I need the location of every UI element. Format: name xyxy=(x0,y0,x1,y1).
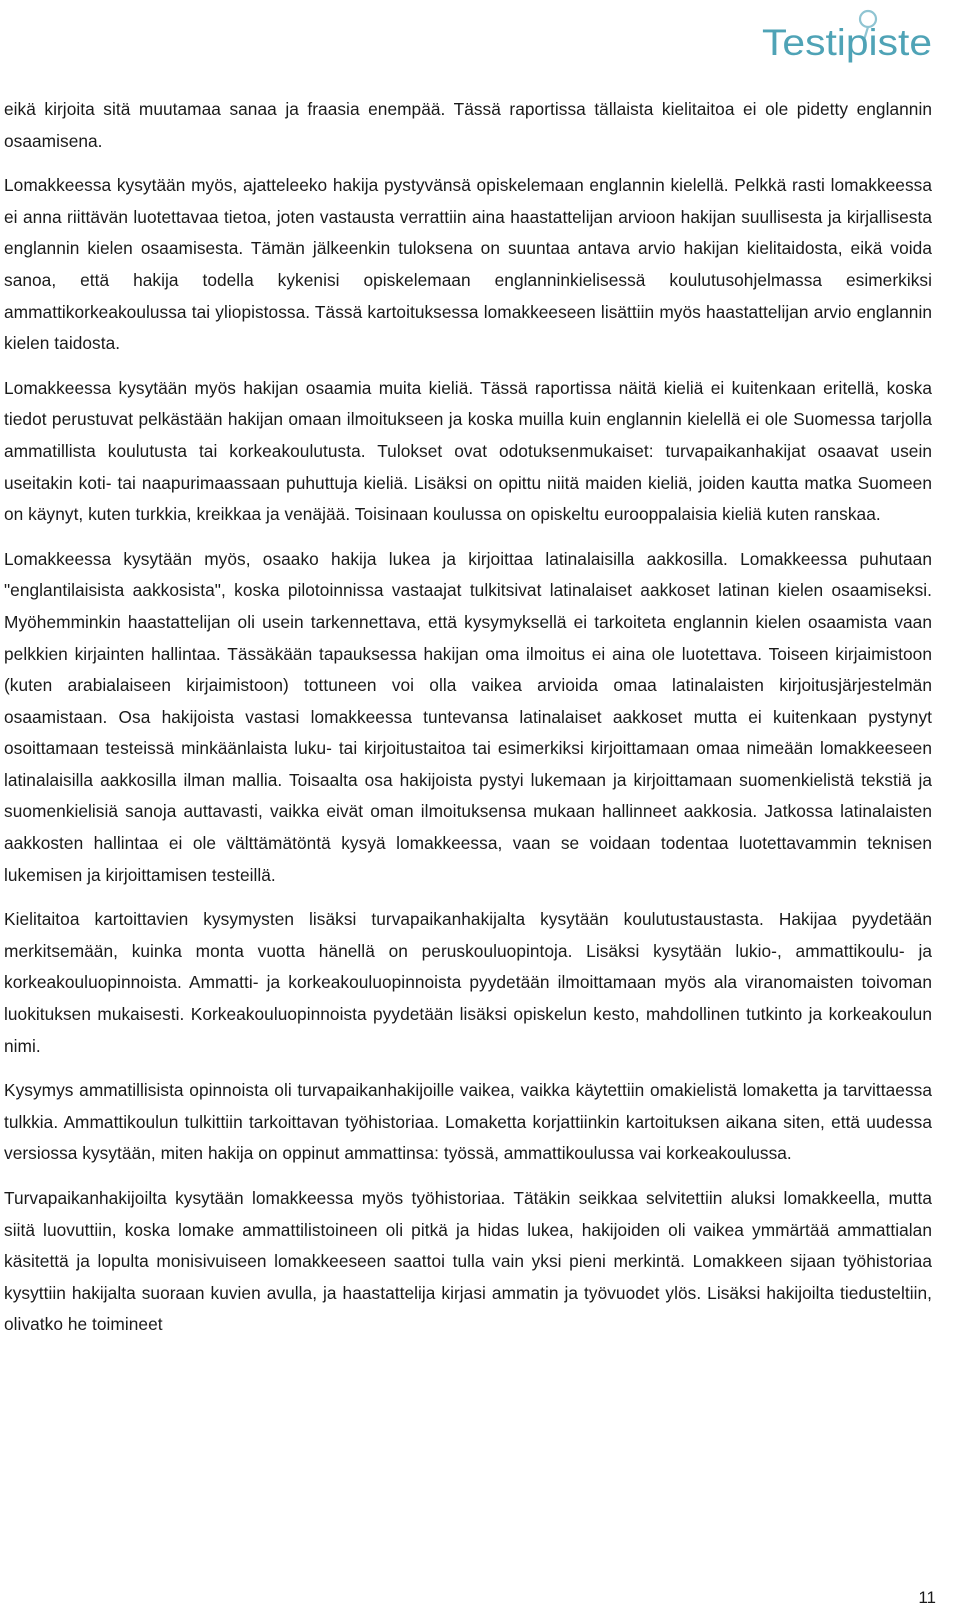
testipiste-logo xyxy=(760,6,936,70)
paragraph: Kysymys ammatillisista opinnoista oli turvapaikanhakijoille vaikea, vaikka käytettiin omakielistä lomaketta ja tarvittaessa tulkkia. Ammattikoulun tulkittiin tarkoittavan työhistoriaa. Lomaketta korjattiinkin kartoituksen aikana siten, että uudessa versiossa kysytään, miten hakija on oppinut ammattinsa: työssä, ammattikoulussa vai korkeakoulussa. xyxy=(4,1080,932,1164)
paragraph: eikä kirjoita sitä muutamaa sanaa ja fraasia enempää. Tässä raportissa tällaista kielitaitoa ei ole pidetty englannin osaamisena. xyxy=(4,99,932,151)
paragraph: Turvapaikanhakijoilta kysytään lomakkeessa myös työhistoriaa. Tätäkin seikkaa selvitettiin aluksi lomakkeella, mutta siitä luovuttiin, koska lomake ammattilistoineen oli pitkä ja hidas lukea, hakijoiden oli vaikea ymmärtää ammattialan käsitettä ja lopulta monisivuiseen lomakkeeseen saattoi tulla vain yksi pieni merkintä. Lomakkeen sijaan työhistoriaa kysyttiin hakijalta suoraan kuvien avulla, ja haastattelija kirjasi ammatin ja työvuodet ylös. Lisäksi hakijoilta tiedusteltiin, olivatko he toimineet xyxy=(4,1188,932,1335)
paragraph: Lomakkeessa kysytään myös, ajatteleeko hakija pystyvänsä opiskelemaan englannin kielellä. Pelkkä rasti lomakkeessa ei anna riittävän luotettavaa tietoa, joten vastausta verrattiin aina haastattelijan arvioon hakijan suullisesta ja kirjallisesta englannin kielen osaamisesta. Tämän jälkeenkin tuloksena on suuntaa antava arvio hakijan kielitaidosta, eikä voida sanoa, että hakija todella kykenisi opiskelemaan englanninkielisessä koulutusohjelmassa esimerkiksi ammattikorkeakoulussa tai yliopistossa. Tässä kartoituksessa lomakkeeseen lisättiin myös haastattelijan arvio englannin kielen taidosta. xyxy=(4,175,932,354)
paragraph: Lomakkeessa kysytään myös, osaako hakija lukea ja kirjoittaa latinalaisilla aakkosilla. Lomakkeessa puhutaan "englantilaisista aakkosista", koska pilotoinnissa vastaajat tulkitsivat latinalaiset aakkoset latinan kielen osaamiseksi. Myöhemminkin haastattelijan oli usein tarkennettava, että kysymyksellä ei tarkoiteta englannin kielen osaamista vaan pelkkien kirjainten hallintaa. Tässäkään tapauksessa hakijan oma ilmoitus ei aina ole luotettava. Toiseen kirjaimistoon (kuten arabialaiseen kirjaimistoon) tottuneen voi olla vaikea arvioida omaa latinalaisten kirjoitusjärjestelmän osaamistaan. Osa hakijoista vastasi lomakkeessa tuntevansa latinalaiset aakkoset mutta ei kuitenkaan pystynyt osoittamaan testeissä minkäänlaista luku- tai kirjoitustaitoa tai esimerkiksi kirjoittamaan omaa nimeään lomakkeeseen latinalaisilla aakkosilla ilman mallia. Toisaalta osa hakijoista pystyi lukemaan ja kirjoittamaan suomenkielistä tekstiä ja suomenkielisiä sanoja auttavasti, vaikka eivät oman ilmoituksensa mukaan hallinneet aakkosia. Jatkossa latinalaisten aakkosten hallintaa ei ole välttämätöntä kysyä lomakkeessa, vaan se voidaan todentaa luotettavammin teknisen lukemisen ja kirjoittamisen testeillä. xyxy=(4,548,932,885)
document-body xyxy=(4,94,932,1354)
paragraph: Kielitaitoa kartoittavien kysymysten lisäksi turvapaikanhakijalta kysytään koulutustaustasta. Hakijaa pyydetään merkitsemään, kuinka monta vuotta hänellä on peruskouluopintoja. Lisäksi kysytään lukio-, ammattikoulu- ja korkeakouluopinnoista. Ammatti- ja korkeakouluopinnoista pyydetään ilmoittamaan myös ala viranomaisten toivoman luokituksen mukaisesti. Korkeakouluopinnoista pyydetään lisäksi opiskelun kesto, mahdollinen tutkinto ja korkeakoulun nimi. xyxy=(4,909,932,1056)
logo-text: Testipiste xyxy=(762,22,932,63)
paragraph: Lomakkeessa kysytään myös hakijan osaamia muita kieliä. Tässä raportissa näitä kieliä ei kuitenkaan eritellä, koska tiedot perustuvat pelkästään hakijan omaan ilmoitukseen ja koska muilla kuin englannin kielellä ei ole Suomessa tarjolla ammatillista koulutusta tai korkeakoulutusta. Tulokset ovat odotuksenmukaiset: turvapaikanhakijat osaavat usein useitakin koti- tai naapurimaassaan puhuttuja kieliä. Lisäksi on opittu niitä maiden kieliä, joiden kautta matka Suomeen on käynyt, kuten turkkia, kreikkaa ja venäjää. Toisinaan koulussa on opiskeltu eurooppalaisia kieliä kuten ranskaa. xyxy=(4,377,932,525)
page-number: 11 xyxy=(918,1588,936,1607)
